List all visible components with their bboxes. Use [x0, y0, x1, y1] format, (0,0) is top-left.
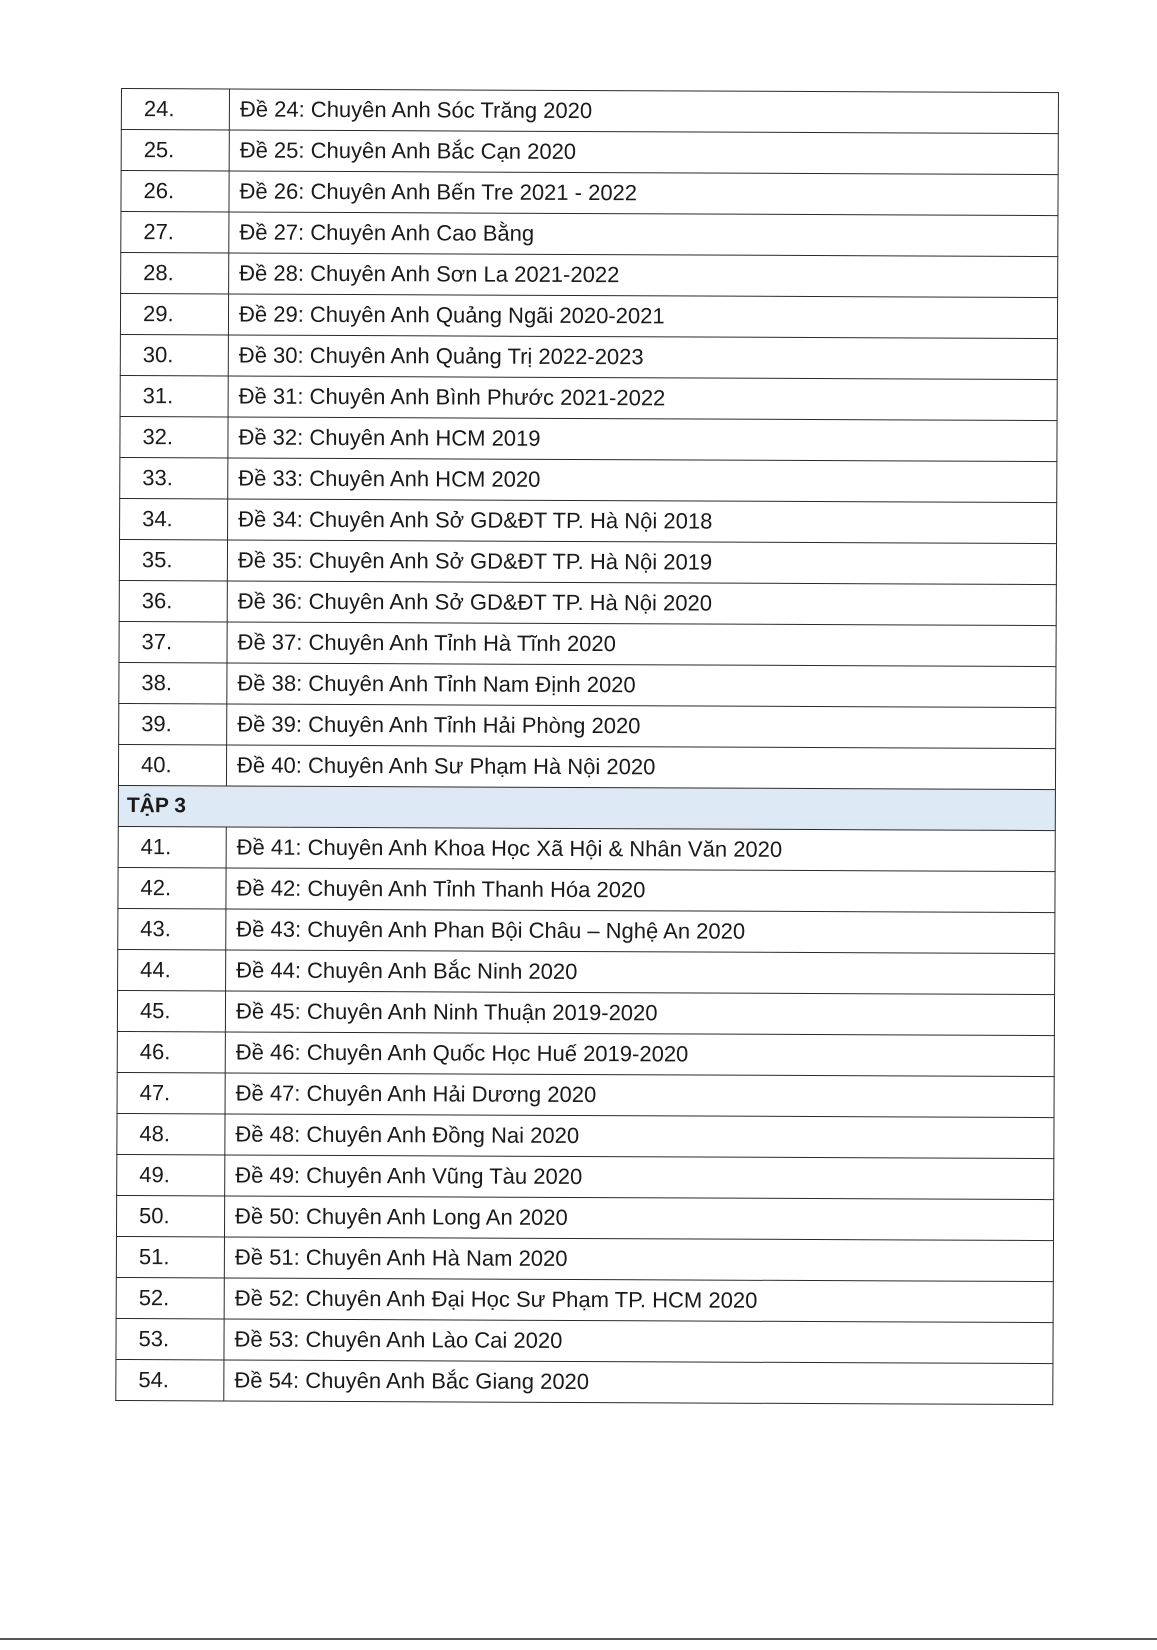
item-title: Đề 24: Chuyên Anh Sóc Trăng 2020 — [229, 89, 1058, 134]
table-row — [120, 294, 1057, 339]
item-number: 45. — [117, 990, 225, 1031]
table-row — [117, 1072, 1054, 1117]
item-number: 33. — [120, 457, 228, 498]
item-number: 37. — [119, 621, 227, 662]
item-number: 44. — [118, 949, 226, 990]
table-row — [116, 1195, 1053, 1240]
item-title: Đề 50: Chuyên Anh Long An 2020 — [224, 1196, 1053, 1241]
table-row — [118, 949, 1055, 994]
table-row — [116, 1236, 1053, 1281]
table-row — [117, 990, 1054, 1035]
table-row — [121, 253, 1058, 298]
item-number: 47. — [117, 1072, 225, 1113]
table-row — [118, 867, 1055, 912]
item-title: Đề 54: Chuyên Anh Bắc Giang 2020 — [224, 1360, 1053, 1405]
item-number: 51. — [116, 1236, 224, 1277]
item-number: 52. — [116, 1277, 224, 1318]
item-number: 32. — [120, 416, 228, 457]
item-number: 48. — [117, 1113, 225, 1154]
item-number: 39. — [119, 703, 227, 744]
item-title: Đề 34: Chuyên Anh Sở GD&ĐT TP. Hà Nội 2018 — [228, 499, 1057, 544]
item-number: 29. — [120, 294, 228, 335]
table-row — [121, 89, 1058, 134]
item-title: Đề 44: Chuyên Anh Bắc Ninh 2020 — [226, 950, 1055, 995]
table-row — [118, 826, 1055, 871]
item-number: 24. — [121, 89, 229, 130]
item-number: 49. — [117, 1154, 225, 1195]
item-number: 41. — [118, 826, 226, 867]
item-title: Đề 53: Chuyên Anh Lào Cai 2020 — [224, 1319, 1053, 1364]
item-number: 36. — [119, 580, 227, 621]
item-title: Đề 30: Chuyên Anh Quảng Trị 2022-2023 — [228, 335, 1057, 380]
item-title: Đề 40: Chuyên Anh Sư Phạm Hà Nội 2020 — [226, 745, 1055, 790]
item-title: Đề 41: Chuyên Anh Khoa Học Xã Hội & Nhân Văn 2020 — [226, 827, 1055, 872]
item-number: 26. — [121, 171, 229, 212]
item-title: Đề 49: Chuyên Anh Vũng Tàu 2020 — [225, 1155, 1054, 1200]
item-number: 27. — [121, 212, 229, 253]
table-row — [119, 539, 1056, 584]
item-number: 42. — [118, 867, 226, 908]
item-title: Đề 43: Chuyên Anh Phan Bội Châu – Nghệ An 2020 — [226, 909, 1055, 954]
table-row — [121, 171, 1058, 216]
item-title: Đề 46: Chuyên Anh Quốc Học Huế 2019-2020 — [225, 1032, 1054, 1077]
item-title: Đề 38: Chuyên Anh Tỉnh Nam Định 2020 — [227, 663, 1056, 708]
item-title: Đề 28: Chuyên Anh Sơn La 2021-2022 — [229, 253, 1058, 298]
item-number: 30. — [120, 334, 228, 375]
table-row — [121, 130, 1058, 175]
table-row — [119, 662, 1056, 707]
table-row — [117, 1113, 1054, 1158]
item-title: Đề 33: Chuyên Anh HCM 2020 — [228, 458, 1057, 503]
table-of-contents — [115, 88, 1059, 1405]
item-number: 50. — [116, 1195, 224, 1236]
item-number: 34. — [120, 498, 228, 539]
section-header-row — [118, 785, 1055, 830]
item-title: Đề 47: Chuyên Anh Hải Dương 2020 — [225, 1073, 1054, 1118]
item-number: 54. — [116, 1359, 224, 1400]
table-row — [117, 1154, 1054, 1199]
table-row — [116, 1359, 1053, 1404]
item-title: Đề 39: Chuyên Anh Tỉnh Hải Phòng 2020 — [227, 704, 1056, 749]
item-title: Đề 29: Chuyên Anh Quảng Ngãi 2020-2021 — [228, 294, 1057, 339]
item-title: Đề 45: Chuyên Anh Ninh Thuận 2019-2020 — [225, 991, 1054, 1036]
page-bottom-edge — [0, 1638, 1157, 1640]
section-label: TẬP 3 — [118, 785, 1055, 830]
item-number: 53. — [116, 1318, 224, 1359]
table-row — [118, 744, 1055, 789]
item-title: Đề 31: Chuyên Anh Bình Phước 2021-2022 — [228, 376, 1057, 421]
table-row — [120, 375, 1057, 420]
item-title: Đề 51: Chuyên Anh Hà Nam 2020 — [224, 1237, 1053, 1282]
item-number: 38. — [119, 662, 227, 703]
item-number: 25. — [121, 130, 229, 171]
table-row — [119, 703, 1056, 748]
item-title: Đề 27: Chuyên Anh Cao Bằng — [229, 212, 1058, 257]
table-row — [119, 580, 1056, 625]
item-title: Đề 36: Chuyên Anh Sở GD&ĐT TP. Hà Nội 2020 — [227, 581, 1056, 626]
item-title: Đề 48: Chuyên Anh Đồng Nai 2020 — [225, 1114, 1054, 1159]
item-title: Đề 25: Chuyên Anh Bắc Cạn 2020 — [229, 130, 1058, 175]
table-row — [116, 1277, 1053, 1322]
item-title: Đề 42: Chuyên Anh Tỉnh Thanh Hóa 2020 — [226, 868, 1055, 913]
item-number: 46. — [117, 1031, 225, 1072]
table-row — [120, 416, 1057, 461]
item-number: 35. — [119, 539, 227, 580]
table-row — [116, 1318, 1053, 1363]
item-number: 40. — [118, 744, 226, 785]
item-number: 43. — [118, 908, 226, 949]
item-title: Đề 52: Chuyên Anh Đại Học Sư Phạm TP. HCM 2020 — [224, 1278, 1053, 1323]
table-row — [118, 908, 1055, 953]
item-title: Đề 32: Chuyên Anh HCM 2019 — [228, 417, 1057, 462]
table-row — [120, 457, 1057, 502]
item-title: Đề 26: Chuyên Anh Bến Tre 2021 - 2022 — [229, 171, 1058, 216]
item-title: Đề 35: Chuyên Anh Sở GD&ĐT TP. Hà Nội 2019 — [227, 540, 1056, 585]
item-number: 31. — [120, 375, 228, 416]
table-row — [119, 621, 1056, 666]
item-number: 28. — [121, 253, 229, 294]
toc-body — [116, 89, 1059, 1405]
table-row — [117, 1031, 1054, 1076]
table-row — [121, 212, 1058, 257]
table-row — [120, 334, 1057, 379]
table-row — [120, 498, 1057, 543]
item-title: Đề 37: Chuyên Anh Tỉnh Hà Tĩnh 2020 — [227, 622, 1056, 667]
